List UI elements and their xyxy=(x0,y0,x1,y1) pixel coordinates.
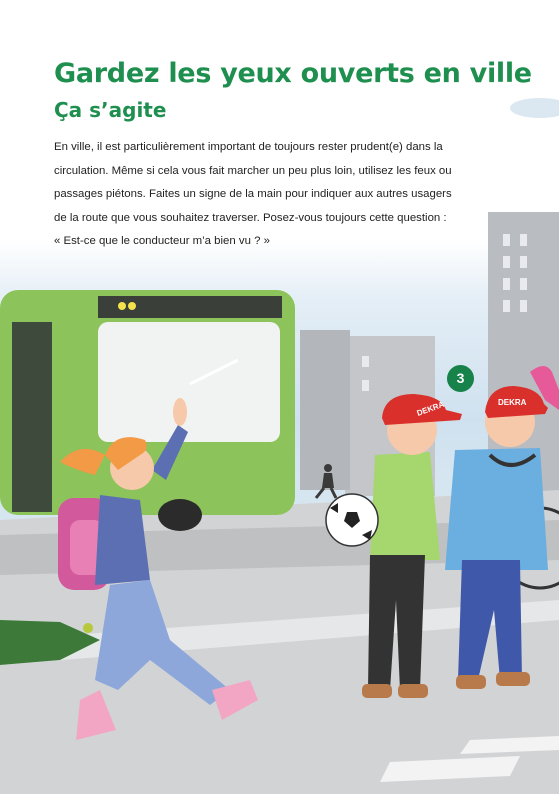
page-subtitle: Ça s’agite xyxy=(54,98,167,122)
cap-logo-text: DEKRA xyxy=(415,399,446,418)
body-line: « Est-ce que le conducteur m’a bien vu ? » xyxy=(54,235,270,247)
bus-icon xyxy=(0,290,295,531)
body-line: En ville, il est particulièrement important de toujours rester prudent(e) dans la xyxy=(54,141,443,153)
cap-logo-text: DEKRA xyxy=(498,398,527,407)
body-line: passages piétons. Faites un signe de la main pour indiquer aux autres usagers xyxy=(54,188,452,200)
cloud-icon xyxy=(510,98,559,118)
page-title: Gardez les yeux ouverts en ville xyxy=(54,58,532,89)
body-line: circulation. Même si cela vous fait marcher un peu plus loin, utilisez les feux ou xyxy=(54,164,452,177)
step-number-badge: 3 xyxy=(447,365,474,392)
body-paragraph xyxy=(54,136,494,254)
body-line: de la route que vous souhaitez traverser. Posez-vous toujours cette question : xyxy=(54,211,447,224)
